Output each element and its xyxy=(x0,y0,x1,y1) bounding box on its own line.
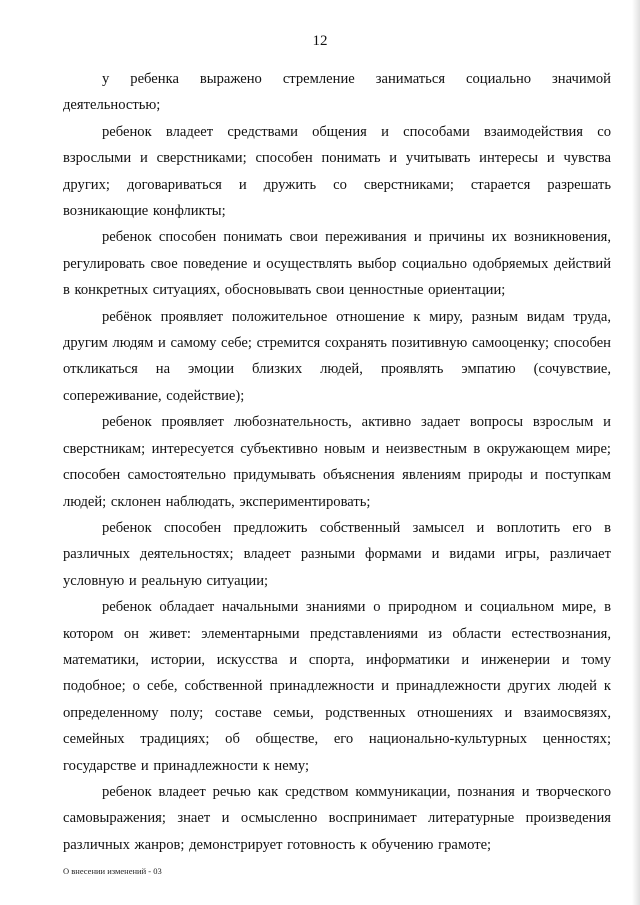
paragraph-knowledge: ребенок обладает начальными знаниями о природном и социальном мире, в котором он живет: элементарными представлениями из области естествознания, математики, истории, искусства и спорта, информатики и инженерии и тому подобное; о себе, собственной принадлежности и принадлежности других людей к определенному полу; составе семьи, родственных отношениях и взаимосвязях, семейных традициях; об обществе, его национально-культурных ценностях; государстве и принадлежности к нему; xyxy=(63,599,611,774)
page-footer: О внесении изменений - 03 xyxy=(63,866,162,876)
page-number: 12 xyxy=(312,33,328,49)
scan-edge-shadow xyxy=(632,0,640,905)
paragraph-social-activity: у ребенка выражено стремление заниматься социально значимой деятельностью; xyxy=(63,71,611,114)
paragraph-communication: ребенок владеет средствами общения и способами взаимодействия со взрослыми и сверстниками; способен понимать и учитывать интересы и чувства других; договариваться и дружить со сверстниками; старается разрешать возникающие конфликты; xyxy=(63,123,611,220)
body-text xyxy=(63,66,611,858)
paragraph-positive-attitude: ребёнок проявляет положительное отношение к миру, разным видам труда, другим людям и самому себе; стремится сохранять позитивную самооценку; способен откликаться на эмоции близких людей, проявлять эмпатию (сочувствие, сопереживание, содействие); xyxy=(63,308,611,404)
paragraph-speech: ребенок владеет речью как средством коммуникации, познания и творческого самовыражения; знает и осмысленно воспринимает литературные произведения различных жанров; демонстрирует готовность к обучению грамоте; xyxy=(63,783,611,853)
paragraph-self-regulation: ребенок способен понимать свои переживания и причины их возникновения, регулировать свое поведение и осуществлять выбор социально одобряемых действий в конкретных ситуациях, обосновывать свои ценностные ориентации; xyxy=(63,229,611,299)
paragraph-curiosity: ребенок проявляет любознательность, активно задает вопросы взрослым и сверстникам; интересуется субъективно новым и неизвестным в окружающем мире; способен самостоятельно придумывать объяснения явлениям природы и поступкам людей; склонен наблюдать, экспериментировать; xyxy=(63,414,611,510)
paragraph-initiative: ребенок способен предложить собственный замысел и воплотить его в различных деятельностях; владеет разными формами и видами игры, различает условную и реальную ситуации; xyxy=(63,519,611,589)
